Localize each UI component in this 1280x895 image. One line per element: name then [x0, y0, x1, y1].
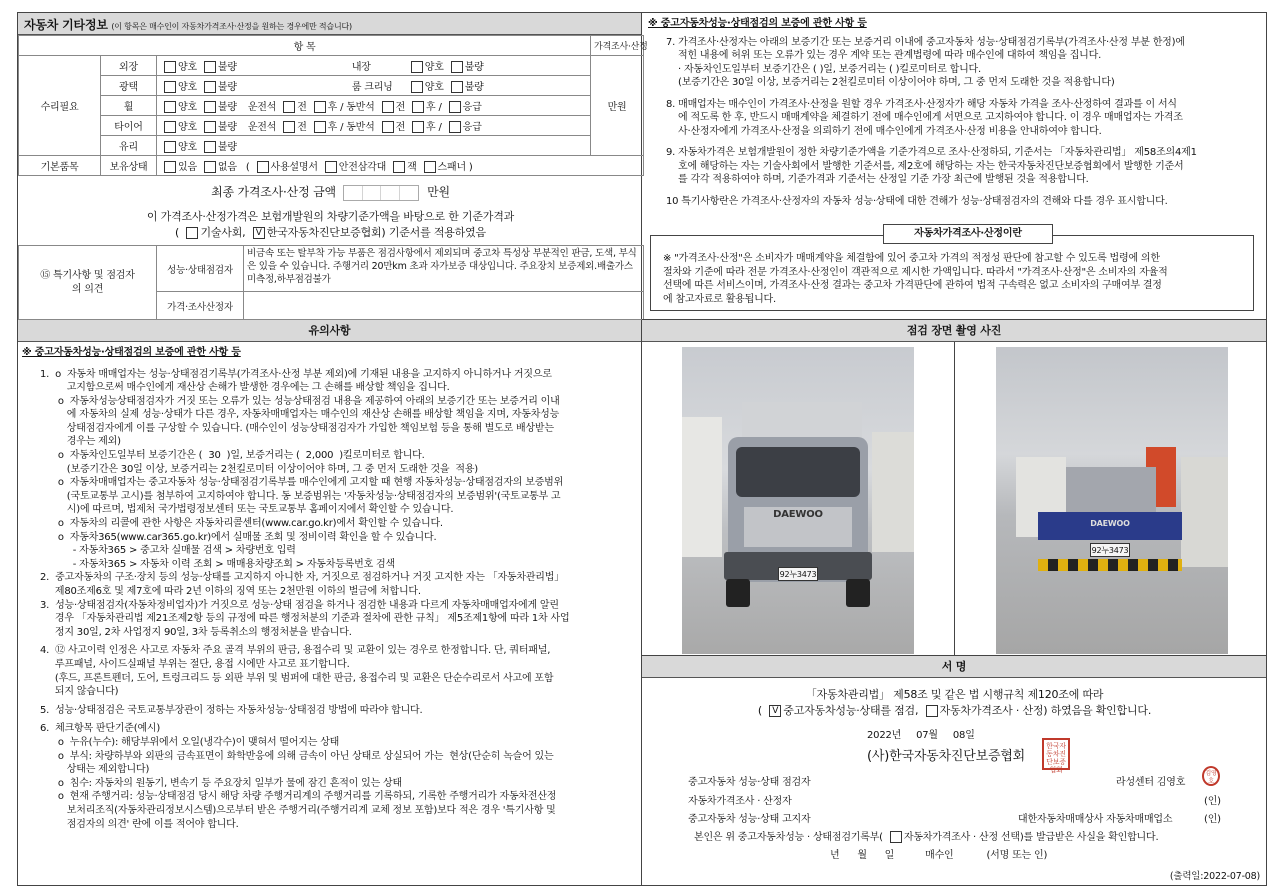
interior-good-checkbox[interactable]	[411, 61, 423, 73]
buyer-label: 매수인	[925, 850, 954, 861]
note-line: 되지 않습니다)	[40, 686, 119, 698]
tire-good-checkbox[interactable]	[164, 121, 176, 133]
tire-driver-front-checkbox[interactable]	[283, 121, 295, 133]
plate-rear: 92누3473	[1090, 543, 1130, 557]
note-line: o 자동차의 리콜에 관한 사항은 자동차리콜센터(www.car.go.kr)에서 확인할 수 있습니다.	[40, 518, 443, 530]
emergency-label: 응급	[462, 122, 482, 133]
notifier-seal: (인)	[1204, 814, 1221, 825]
manual-label: 사용설명서	[270, 162, 318, 173]
notes-content	[18, 342, 641, 835]
good-label: 양호	[424, 82, 444, 93]
year: 2022년	[867, 730, 902, 741]
has-label: 있음	[178, 162, 197, 173]
triangle-label: 안전삼각대	[338, 162, 387, 173]
bad-label: 불량	[217, 122, 237, 133]
note-line: o 자동차성능상태점검자가 거짓 또는 오류가 있는 성능상태점검 내용을 제공하여 아래의 보증기간 또는 보증거리 이내	[40, 395, 560, 407]
tire-emergency-checkbox[interactable]	[449, 121, 461, 133]
note-line: 시)에 따르며, 법제처 국가법령정보센터 또는 국토교통부 홈페이지에서 확인할 수 있습니다.	[40, 504, 454, 516]
bad-label: 불량	[217, 62, 237, 73]
inspector-name: 라성센터 김영호	[1116, 777, 1186, 788]
final-amount-row	[18, 183, 643, 201]
note-line: 점검자의 의견' 란에 이를 적어야 합니다.	[40, 818, 239, 830]
appraiser-seal: (인)	[1204, 796, 1221, 807]
buyer-sign[interactable]: (서명 또는 인)	[986, 850, 1048, 861]
gloss-options	[157, 76, 591, 96]
rear-bumper	[1038, 559, 1182, 571]
warranty-top-content	[642, 13, 1266, 212]
receipt-b: 자동차가격조사 · 산정 선택)를 발급받은 사실을 확인합니다.	[903, 832, 1159, 843]
paren: (	[757, 704, 762, 717]
note-line: 경우 「자동차관리법 제21조제2항 등의 규정에 따른 행정처분의 기준과 절차에 관한 규칙」 제5조제1항에 따라 1차 사업	[40, 613, 570, 625]
vehicle-info-subtitle: (이 항목은 매수인이 자동차가격조사·산정을 원하는 경우에만 적습니다)	[111, 22, 352, 31]
wheel-driver-rear-checkbox[interactable]	[314, 101, 326, 113]
note-line: o 자동차365(www.car365.go.kr)에서 실매물 조회 및 정비이력 확인을 할 수 있습니다.	[40, 531, 437, 543]
basis-tech-checkbox[interactable]	[186, 227, 198, 239]
warehouse-right	[1181, 457, 1228, 567]
box-a: ※ "가격조사·산정"은 소비자가 매매계약을 체결함에 있어 중고차 가격의 적정성 판단에 참고할 수 있도록 법령에 의한	[663, 253, 1160, 264]
confirm-a: 중고자동차성능·상태를 점검,	[783, 704, 919, 717]
cleaning-bad-checkbox[interactable]	[451, 81, 463, 93]
confirm-price-checkbox[interactable]	[926, 705, 938, 717]
receipt-line	[694, 828, 1158, 843]
glass-good-checkbox[interactable]	[164, 141, 176, 153]
wheel-pass-rear-checkbox[interactable]	[412, 101, 424, 113]
front-label: 전	[297, 102, 307, 113]
item9-a: 9. 자동차가격은 보험개발원이 정한 차량기준가액을 기준가격으로 조사·산정하되, 기준서는 「자동차관리법」 제58조의4제1	[666, 147, 1197, 158]
bad-label: 불량	[217, 102, 237, 113]
row-wheel: 휠	[101, 96, 157, 116]
vehicle-info-header	[18, 13, 641, 35]
basis-tech-label: 기술사회,	[200, 226, 246, 239]
cab-back	[1066, 467, 1156, 517]
price-appraiser-label: 가격·조사산정자	[157, 292, 244, 320]
tire-driver-rear-checkbox[interactable]	[314, 121, 326, 133]
box-b: 절차와 기준에 따라 전문 가격조사·산정인이 객관적으로 제시한 가액입니다. 따라서 "가격조사·산정"은 소비자의 자율적	[663, 266, 1168, 278]
notes-header: 유의사항	[18, 320, 641, 342]
item8-b: 에 적도록 한 후, 반드시 매매계약을 체결하기 전에 매수인에게 서면으로 고지하여야 합니다. 이 경우 매매업자는 가격조	[678, 112, 1183, 123]
item10: 10 특기사항란은 가격조사·산정자의 자동차 성능·상태에 대한 견해가 성능·상태점검자의 견해와 다를 경우 표시합니다.	[666, 195, 1168, 207]
possession-none-checkbox[interactable]	[204, 161, 216, 173]
good-label: 양호	[178, 82, 197, 93]
row-room-cleaning: 룸 크리닝	[351, 82, 393, 93]
exterior-bad-checkbox[interactable]	[204, 61, 216, 73]
bad-label: 불량	[217, 142, 237, 153]
receipt-a: 본인은 위 중고자동차성능 · 상태점검기록부(	[694, 832, 883, 843]
printed-date: (출력일:2022-07-08)	[1169, 871, 1260, 882]
possession-has-checkbox[interactable]	[164, 161, 176, 173]
note-line: 5. 성능·상태점검은 국토교통부장관이 정하는 자동차성능·상태점검 방법에 따라야 합니다.	[40, 704, 423, 716]
wheel-pass-front-checkbox[interactable]	[382, 101, 394, 113]
date-blank: 년 월 일	[830, 850, 895, 861]
bad-label: 불량	[464, 82, 484, 93]
inspection-text: 비금속 또는 탈부착 가능 부품은 점검사항에서 제외되며 중고차 특성상 부분적인 판금, 도색, 부식은 있을 수 있습니다. 주행거리 20만km 초과 자가보증 대상입니다. 주요장치 보증제외.배출가스미측정,하부점검불가	[244, 246, 644, 292]
glass-bad-checkbox[interactable]	[204, 141, 216, 153]
month: 07월	[916, 730, 938, 741]
final-amount-label: 최종 가격조사·산정 금액	[211, 185, 336, 199]
tire-bad-checkbox[interactable]	[204, 121, 216, 133]
warranty-top-title: ※ 중고자동차성능·상태점검의 보증에 관한 사항 등	[648, 18, 867, 29]
glass-options	[157, 136, 591, 156]
basis-line1: 이 가격조사·산정가격은 보험개발원의 차량기준가액을 바탕으로 한 기준가격과	[146, 210, 515, 223]
row-possession: 보유상태	[101, 156, 157, 176]
vehicle-info-table	[18, 35, 648, 176]
front-label: 전	[395, 122, 406, 133]
day: 08일	[952, 730, 975, 741]
box-c: 선택에 따른 서비스이며, 가격조사·산정 결과는 중고차 가격판단에 관하여 법적 구속력은 없고 소비자의 구매여부 결정	[663, 280, 1162, 291]
interior-bad-checkbox[interactable]	[451, 61, 463, 73]
wheel-emergency-checkbox[interactable]	[449, 101, 461, 113]
emergency-label: 응급	[462, 102, 482, 113]
bad-label: 불량	[217, 82, 237, 93]
confirm-inspection-checkbox[interactable]: V	[769, 705, 781, 717]
price-won: 만원	[591, 56, 644, 156]
row-glass: 유리	[101, 136, 157, 156]
item7-c: · 자동차인도일부터 보증기간은 ( )일, 보증거리는 ( )킬로미터로 합니다.	[678, 63, 981, 75]
box-d: 에 참고자료로 활용됩니다.	[663, 293, 776, 305]
note-line: 3. 성능·상태점검자(자동차정비업자)가 거짓으로 성능·상태 점검을 하거나 점검한 내용과 다르게 자동차매매업자에게 알린	[40, 599, 559, 611]
good-label: 양호	[178, 122, 197, 133]
rear-label: 후 /	[426, 122, 442, 133]
col-item-header: 항 목	[19, 36, 591, 56]
item8-a: 8. 매매업자는 매수인이 가격조사·산정을 원할 경우 가격조사·산정자가 해당 자동차 가격을 조사·산정하여 결과를 이 서식	[666, 98, 1177, 110]
note-line: - 자동차365 > 자동차 이력 조회 > 매매용차량조회 > 자동차등록번호 검색	[40, 558, 395, 570]
receipt-checkbox[interactable]	[890, 831, 902, 843]
note-line: 2. 중고자동차의 구조·장치 등의 성능·상태를 고지하지 아니한 자, 거짓으로 점검하거나 거짓 고지한 자는 「자동차관리법」	[40, 572, 564, 584]
warehouse-right	[872, 432, 914, 552]
note-line: 상태점검자에게 이를 구상할 수 있습니다. (매수인이 성능상태점검자가 가입한 책임보험 등을 통해 별도로 배상받는	[40, 422, 554, 434]
note-line: (국토교통부 고시)를 첨부하여 고지하여야 합니다. 동 보증범위는 '자동차성능·상태점검자의 보증범위'(국토교통부 고	[40, 490, 561, 502]
price-info-box-title: 자동차가격조사·산정이란	[883, 224, 1053, 244]
note-line: 6. 체크항목 판단기준(예시)	[40, 723, 161, 735]
note-line: o 자동차인도일부터 보증기간은 ( 30 )일, 보증거리는 ( 2,000 )킬로미터로 합니다.	[40, 450, 425, 462]
jack-checkbox[interactable]	[393, 161, 405, 173]
row-tire: 타이어	[101, 116, 157, 136]
sign-date	[867, 726, 975, 741]
good-label: 양호	[424, 62, 444, 73]
row-gloss: 광택	[101, 76, 157, 96]
photo-front	[682, 347, 914, 654]
item9-c: 를 각각 적용하여야 하며, 기준가격과 기준서는 산정일 기준 가장 최근에 발행된 것을 적용합니다.	[678, 174, 1089, 185]
basis-assoc-label: 한국자동차진단보증협회) 기준서를 적용하였음	[266, 226, 486, 239]
spanner-label: 스패너 )	[437, 162, 473, 173]
receipt-sign-line	[830, 846, 1047, 861]
note-line: o 부식: 차량하부와 외판의 금속표면이 화학반응에 의해 금속이 아닌 상태로 상실되어 가는 현상(단순히 녹슬어 있는	[40, 750, 554, 762]
cargo-box	[742, 402, 862, 442]
section-repair: 수리필요	[19, 56, 101, 156]
section-basic: 기본품목	[19, 156, 101, 176]
photos-panel	[642, 320, 1267, 656]
triangle-checkbox[interactable]	[325, 161, 337, 173]
notes-title: ※ 중고자동차성능·상태점검의 보증에 관한 사항 등	[22, 347, 241, 358]
basis-assoc-checkbox[interactable]: V	[253, 227, 265, 239]
price-appraiser-value[interactable]	[244, 292, 644, 320]
jack-label: 잭	[407, 162, 417, 173]
special-notes-table	[18, 245, 644, 320]
vehicle-info-panel	[17, 12, 648, 320]
tire-left	[726, 579, 750, 607]
brand-text: DAEWOO	[773, 509, 823, 520]
note-line: o 자동차매매업자는 중고자동차 성능·상태점검기록부를 매수인에게 고지할 때 현행 자동차성능·상태점검자의 보증범위	[40, 477, 564, 489]
windshield	[736, 447, 860, 497]
note-line: 4. ⑫ 사고이력 인정은 사고로 자동차 주요 골격 부위의 판금, 용접수리 및 교환이 있는 경우로 한정합니다. 단, 쿼터패널,	[40, 645, 551, 657]
tire-options	[157, 116, 591, 136]
basis-text	[18, 209, 643, 241]
note-line: o 현재 주행거리: 성능·상태점검 당시 해당 차량 주행거리계의 주행거리를 기록하되, 기록한 주행거리가 자동차전산정	[40, 791, 557, 803]
note-line: (후드, 프론트펜더, 도어, 트렁크리드 등 외판 부위 및 범퍼에 대한 판금, 용접수리 및 교환은 단순수리로서 사고에 포함	[40, 672, 554, 684]
rear-passenger-label: 후 / 동반석	[327, 102, 375, 113]
item9-b: 호에 해당하는 자는 기술사회에서 발행한 기준서를, 제2호에 해당하는 자는 한국자동차진단보증협회에서 발행한 기준서	[678, 160, 1184, 172]
rear-passenger-label: 후 / 동반석	[327, 122, 375, 133]
rear-label: 후 /	[426, 102, 442, 113]
note-line: 정지 30일, 2차 사업정지 90일, 3차 등록취소의 행정처분을 받습니다.	[40, 626, 352, 638]
inspection-label: 성능·상태점검자	[157, 246, 244, 292]
note-line: 보처리조직(자동차관리정보시스템)으로부터 받은 주행거리(주행거리계 교체 정보 포함)보다 적은 경우 '특기사항 및	[40, 804, 556, 816]
gloss-good-checkbox[interactable]	[164, 81, 176, 93]
note-line: 제80조제6호 및 제7호에 따라 2년 이하의 징역 또는 2천만원 이하의 벌금에 처합니다.	[40, 586, 421, 597]
plate-front: 92누3473	[778, 567, 818, 581]
paren: (	[175, 226, 180, 239]
gloss-bad-checkbox[interactable]	[204, 81, 216, 93]
appraiser-label: 자동차가격조사 · 산정자	[688, 796, 792, 807]
signature-panel	[642, 656, 1267, 886]
price-info-box	[650, 228, 1254, 311]
confirm-line	[642, 702, 1267, 718]
manual-checkbox[interactable]	[257, 161, 269, 173]
row-exterior: 외장	[101, 56, 157, 76]
note-line: 고지함으로써 매수인에게 재산상 손해가 발생한 경우에는 그 손해를 배상할 책임을 집니다.	[40, 382, 450, 394]
inspector-seal: 김영호	[1202, 766, 1220, 786]
confirm-b: 자동차가격조사 · 산정) 하였음을 확인합니다.	[939, 704, 1152, 717]
possession-options	[157, 156, 644, 176]
notes-lines	[22, 368, 637, 832]
special-notes-label: ⑮ 특기사항 및 점검자의 의견	[19, 246, 157, 320]
item7-a: 7. 가격조사·산정자는 아래의 보증기간 또는 보증거리 이내에 중고자동차 성능·상태점검기록부(가격조사·산정 부분 한정)에	[666, 36, 1185, 48]
basis-line2	[18, 225, 643, 241]
org-seal: 한국자동차진단보증협회	[1042, 738, 1070, 770]
note-line: 상태는 제외합니다)	[40, 764, 150, 776]
notifier-name: 대한자동차매매상사 자동차매매업소	[1018, 814, 1173, 825]
law-line: 「자동차관리법」 제58조 및 같은 법 시행규칙 제120조에 따라	[805, 688, 1104, 701]
vehicle-info-title: 자동차 기타정보	[24, 18, 108, 32]
signature-header: 서 명	[642, 656, 1266, 678]
tire-right	[846, 579, 870, 607]
good-label: 양호	[178, 102, 197, 113]
org-name: (사)한국자동차진단보증협회	[867, 749, 1026, 764]
item7-d: (보증기간은 30일 이상, 보증거리는 2천킬로미터 이상이어야 하며, 그 중 먼저 도래한 것을 적용합니다)	[678, 77, 1115, 88]
good-label: 양호	[178, 142, 197, 153]
warranty-top-panel	[642, 12, 1267, 320]
cleaning-good-checkbox[interactable]	[411, 81, 423, 93]
bad-label: 불량	[464, 62, 484, 73]
notifier-label: 중고자동차 성능·상태 고지자	[688, 814, 811, 825]
item7-b: 적힌 내용에 허위 또는 오류가 있는 경우 계약 또는 관계법령에 따라 매수인에 대하여 책임을 집니다.	[678, 50, 1102, 61]
inspector-label: 중고자동차 성능·상태 점검자	[688, 777, 811, 788]
note-line: - 자동차365 > 중고차 실매물 검색 > 차량번호 입력	[40, 545, 296, 557]
tire-pass-rear-checkbox[interactable]	[412, 121, 424, 133]
notes-panel	[17, 320, 642, 886]
row-interior: 내장	[351, 62, 371, 73]
wheel-bad-checkbox[interactable]	[204, 101, 216, 113]
photo-divider	[954, 342, 955, 656]
final-amount-unit: 만원	[427, 185, 450, 199]
note-line: 1. o 자동차 매매업자는 성능·상태점검기록부(가격조사·산정 부분 제외)에 기재된 내용을 고지하지 아니하거나 거짓으로	[40, 368, 552, 380]
tire-pass-front-checkbox[interactable]	[382, 121, 394, 133]
good-label: 양호	[178, 62, 197, 73]
wheel-good-checkbox[interactable]	[164, 101, 176, 113]
note-line: (보증기간은 30일 이상, 보증거리는 2천킬로미터 이상이어야 하며, 그 중 먼저 도래한 것을 적용)	[40, 463, 478, 475]
wheel-options	[157, 96, 591, 116]
note-line: 에 자동차의 실제 성능·상태가 다른 경우, 자동차매매업자는 매수인의 재산상 손해를 배상할 책임을 지며, 자동차성능	[40, 409, 560, 421]
final-amount-boxes[interactable]	[343, 185, 419, 201]
photos-header: 점검 장면 촬영 사진	[642, 320, 1266, 342]
exterior-options	[157, 56, 591, 76]
front-label: 전	[297, 122, 307, 133]
spanner-checkbox[interactable]	[424, 161, 436, 173]
front-label: 전	[395, 102, 406, 113]
note-line: 경우는 제외)	[40, 436, 121, 448]
brand-rear: DAEWOO	[1090, 519, 1130, 528]
item8-c: 사·산정자에게 가격조사·산정을 의뢰하기 전에 매수인에게 가격조사·산정 비용을 안내하여야 합니다.	[678, 125, 1102, 137]
photo-rear	[996, 347, 1228, 654]
note-line: o 침수: 자동차의 원동기, 변속기 등 주요장치 일부가 물에 잠긴 흔적이 있는 상태	[40, 777, 402, 789]
wheel-driver-front-checkbox[interactable]	[283, 101, 295, 113]
driver-seat-label: 운전석	[247, 122, 277, 133]
driver-seat-label: 운전석	[247, 102, 277, 113]
col-price-header: 가격조사·산정	[591, 36, 644, 56]
exterior-good-checkbox[interactable]	[164, 61, 176, 73]
none-label: 없음	[217, 162, 237, 173]
note-line: o 누유(누수): 해당부위에서 오일(냉각수)이 맺혀서 떨어지는 상태	[40, 736, 340, 748]
warehouse-left	[682, 417, 722, 557]
note-line: 루프패널, 사이드실패널 부위는 절단, 용접 시에만 사고로 표기합니다.	[40, 658, 350, 670]
open-paren: (	[245, 162, 250, 173]
